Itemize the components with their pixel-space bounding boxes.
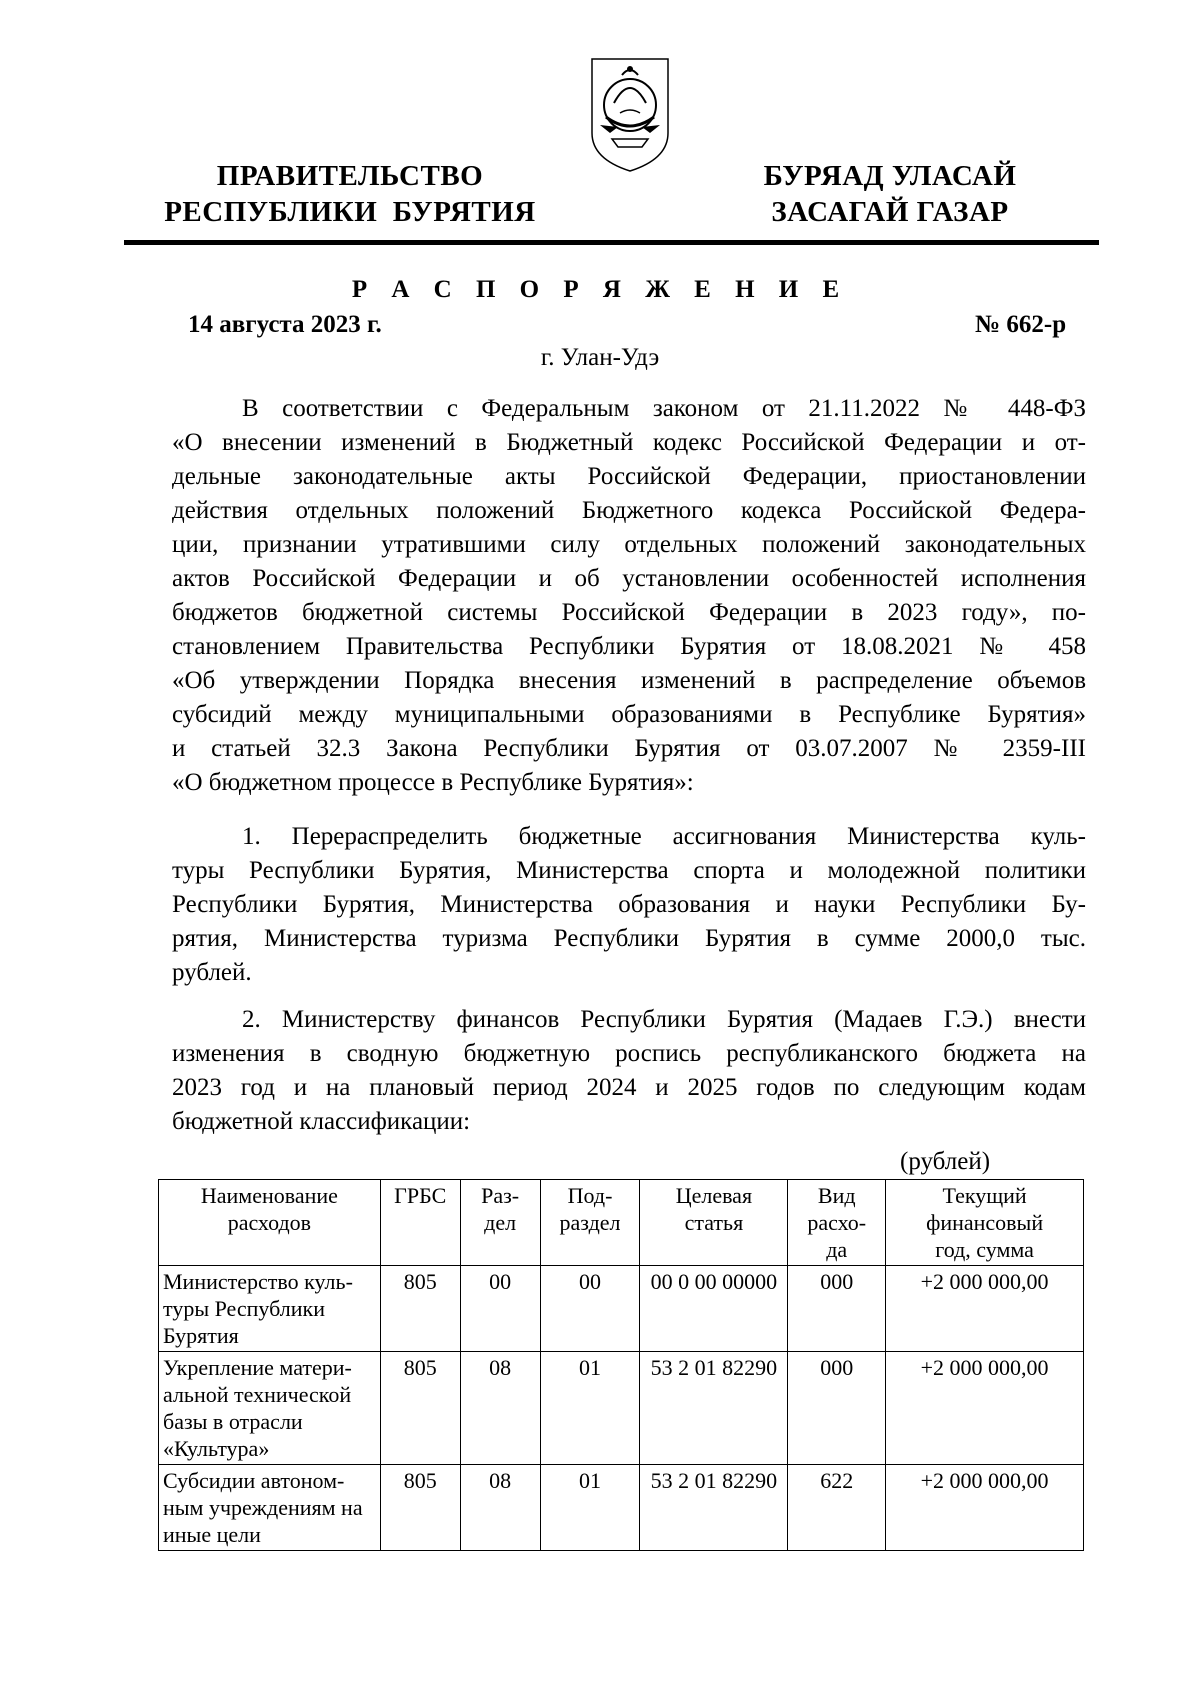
text-line: 2023 год и на плановый период 2024 и 2025 годов по следующим кодам xyxy=(172,1074,1086,1101)
header-right-line1: БУРЯАД УЛАСАЙ xyxy=(763,160,1017,192)
cell-podrazdel: 00 xyxy=(540,1266,640,1352)
table-row xyxy=(159,1266,1084,1352)
text-line: Республики Бурятия, Министерства образования и науки Республики Бу- xyxy=(172,891,1086,918)
cell-summa: +2 000 000,00 xyxy=(886,1266,1084,1352)
text-line: туры Республики Бурятия, Министерства спорта и молодежной политики xyxy=(172,857,1086,884)
document-number: № 662-р xyxy=(975,311,1067,338)
header-summa: Текущий финансовый год, сумма xyxy=(886,1180,1084,1266)
cell-razdel: 00 xyxy=(460,1266,540,1352)
document-city: г. Улан-Удэ xyxy=(540,344,660,371)
table-unit-label: (рублей) xyxy=(900,1148,991,1175)
text-line: субсидий между муниципальными образованиями в Республике Бурятия» xyxy=(172,701,1086,728)
text-line: рятия, Министерства туризма Республики Бурятия в сумме 2000,0 тыс. xyxy=(172,925,1086,952)
cell-razdel: 08 xyxy=(460,1465,540,1551)
document-title: Р А С П О Р Я Ж Е Н И Е xyxy=(351,276,849,303)
cell-podrazdel: 01 xyxy=(540,1352,640,1465)
budget-table xyxy=(158,1179,1084,1551)
header-right xyxy=(705,158,1075,230)
header-left-line1: ПРАВИТЕЛЬСТВО xyxy=(216,160,484,192)
buryatia-coat-of-arms-icon xyxy=(588,55,672,175)
header-vid: Вид расхо- да xyxy=(788,1180,886,1266)
cell-name: Субсидии автоном- ным учреждениям на иные цели xyxy=(159,1465,381,1551)
text-line: изменения в сводную бюджетную роспись республиканского бюджета на xyxy=(172,1040,1086,1067)
cell-grbs: 805 xyxy=(380,1465,460,1551)
text-line: бюджетов бюджетной системы Российской Федерации в 2023 году», по- xyxy=(172,599,1086,626)
document-date: 14 августа 2023 г. xyxy=(188,311,382,338)
text-line: бюджетной классификации: xyxy=(172,1108,471,1135)
header-podrazdel: Под- раздел xyxy=(540,1180,640,1266)
preamble-paragraph xyxy=(172,392,1086,800)
text-line: ции, признании утратившими силу отдельных положений законодательных xyxy=(172,531,1086,558)
header-left xyxy=(160,158,540,230)
text-line: «О бюджетном процессе в Республике Бурятия»: xyxy=(172,769,694,796)
text-line: становлением Правительства Республики Бурятия от 18.08.2021 № 458 xyxy=(172,633,1086,660)
cell-vid: 000 xyxy=(788,1352,886,1465)
text-line: 2. Министерству финансов Республики Бурятия (Мадаев Г.Э.) внести xyxy=(242,1006,1086,1033)
cell-tselevaya: 53 2 01 82290 xyxy=(640,1465,788,1551)
header-left-line2: РЕСПУБЛИКИ БУРЯТИЯ xyxy=(164,196,536,228)
cell-razdel: 08 xyxy=(460,1352,540,1465)
header-tselevaya: Целевая статья xyxy=(640,1180,788,1266)
text-line: и статьей 32.3 Закона Республики Бурятия от 03.07.2007 № 2359-III xyxy=(172,735,1086,762)
cell-tselevaya: 53 2 01 82290 xyxy=(640,1352,788,1465)
cell-name: Министерство куль- туры Республики Бурятия xyxy=(159,1266,381,1352)
header-divider xyxy=(124,240,1099,245)
cell-grbs: 805 xyxy=(380,1352,460,1465)
table-header-row xyxy=(159,1180,1084,1266)
text-line: дельные законодательные акты Российской Федерации, приостановлении xyxy=(172,463,1086,490)
header-grbs: ГРБС xyxy=(380,1180,460,1266)
text-line: 1. Перераспределить бюджетные ассигнования Министерства куль- xyxy=(242,823,1086,850)
item-2-paragraph xyxy=(172,1003,1086,1139)
text-line: актов Российской Федерации и об установлении особенностей исполнения xyxy=(172,565,1086,592)
text-line: В соответствии с Федеральным законом от 21.11.2022 № 448-ФЗ xyxy=(242,395,1086,422)
header-name: Наименование расходов xyxy=(159,1180,381,1266)
text-line: «О внесении изменений в Бюджетный кодекс Российской Федерации и от- xyxy=(172,429,1086,456)
table-row xyxy=(159,1352,1084,1465)
cell-summa: +2 000 000,00 xyxy=(886,1352,1084,1465)
text-line: «Об утверждении Порядка внесения изменений в распределение объемов xyxy=(172,667,1086,694)
header-right-line2: ЗАСАГАЙ ГАЗАР xyxy=(771,196,1009,228)
cell-vid: 622 xyxy=(788,1465,886,1551)
cell-tselevaya: 00 0 00 00000 xyxy=(640,1266,788,1352)
cell-name: Укрепление матери- альной технической базы в отрасли «Культура» xyxy=(159,1352,381,1465)
cell-vid: 000 xyxy=(788,1266,886,1352)
header-razdel: Раз- дел xyxy=(460,1180,540,1266)
cell-podrazdel: 01 xyxy=(540,1465,640,1551)
item-1-paragraph xyxy=(172,820,1086,990)
text-line: действия отдельных положений Бюджетного кодекса Российской Федера- xyxy=(172,497,1086,524)
cell-grbs: 805 xyxy=(380,1266,460,1352)
text-line: рублей. xyxy=(172,959,252,986)
table-row xyxy=(159,1465,1084,1551)
cell-summa: +2 000 000,00 xyxy=(886,1465,1084,1551)
